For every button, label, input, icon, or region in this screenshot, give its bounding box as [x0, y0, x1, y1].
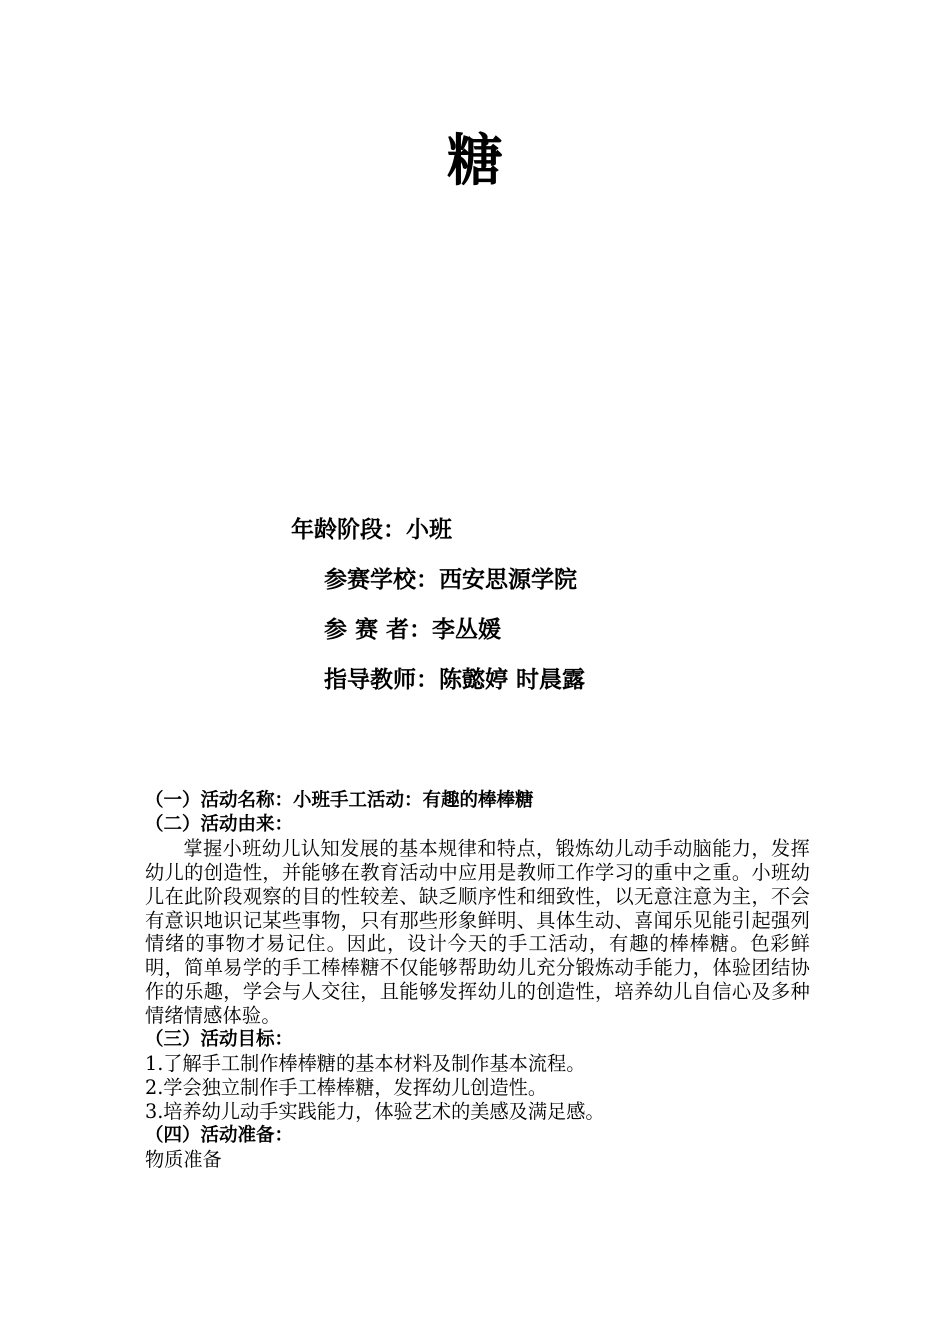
- age-stage: 年龄阶段：小班: [291, 517, 452, 543]
- goal-item: 1.了解手工制作棒棒糖的基本材料及制作基本流程。: [145, 1051, 586, 1075]
- section-activity-preparation: （四）活动准备：: [145, 1124, 294, 1146]
- document-title: 糖: [447, 129, 503, 194]
- activity-origin-paragraph: 掌握小班幼儿认知发展的基本规律和特点，锻炼幼儿动手动脑能力，发挥幼儿的创造性，并能够在教育活动中应用是教师工作学习的重中之重。小班幼儿在此阶段观察的目的性较差、缺乏顺序性和细致性，以无意注意为主，不会有意识地识记某些事物，只有那些形象鲜明、具体生动、喜闻乐见能引起强列情绪的事物才易记住。因此，设计今天的手工活动，有趣的棒棒糖。色彩鲜明，简单易学的手工棒棒糖不仅能够帮助幼儿充分锻炼动手能力，体验团结协作的乐趣，学会与人交往，且能够发挥幼儿的创造性，培养幼儿自信心及多种情绪情感体验。: [145, 836, 810, 1028]
- instructor: 指导教师：陈懿婷 时晨露: [324, 667, 586, 693]
- section-activity-goals: （三）活动目标：: [145, 1029, 294, 1051]
- participant: 参 赛 者：李丛媛: [324, 617, 502, 643]
- goal-item: 3.培养幼儿动手实践能力，体验艺术的美感及满足感。: [145, 1099, 605, 1123]
- preparation-item: 物质准备: [145, 1147, 222, 1171]
- document-body: [145, 789, 810, 1172]
- participating-school: 参赛学校：西安思源学院: [324, 567, 577, 593]
- section-activity-origin: （二）活动由来：: [145, 813, 294, 835]
- section-activity-name: （一）活动名称：小班手工活动：有趣的棒棒糖: [145, 790, 534, 811]
- goal-item: 2.学会独立制作手工棒棒糖，发挥幼儿创造性。: [145, 1075, 548, 1099]
